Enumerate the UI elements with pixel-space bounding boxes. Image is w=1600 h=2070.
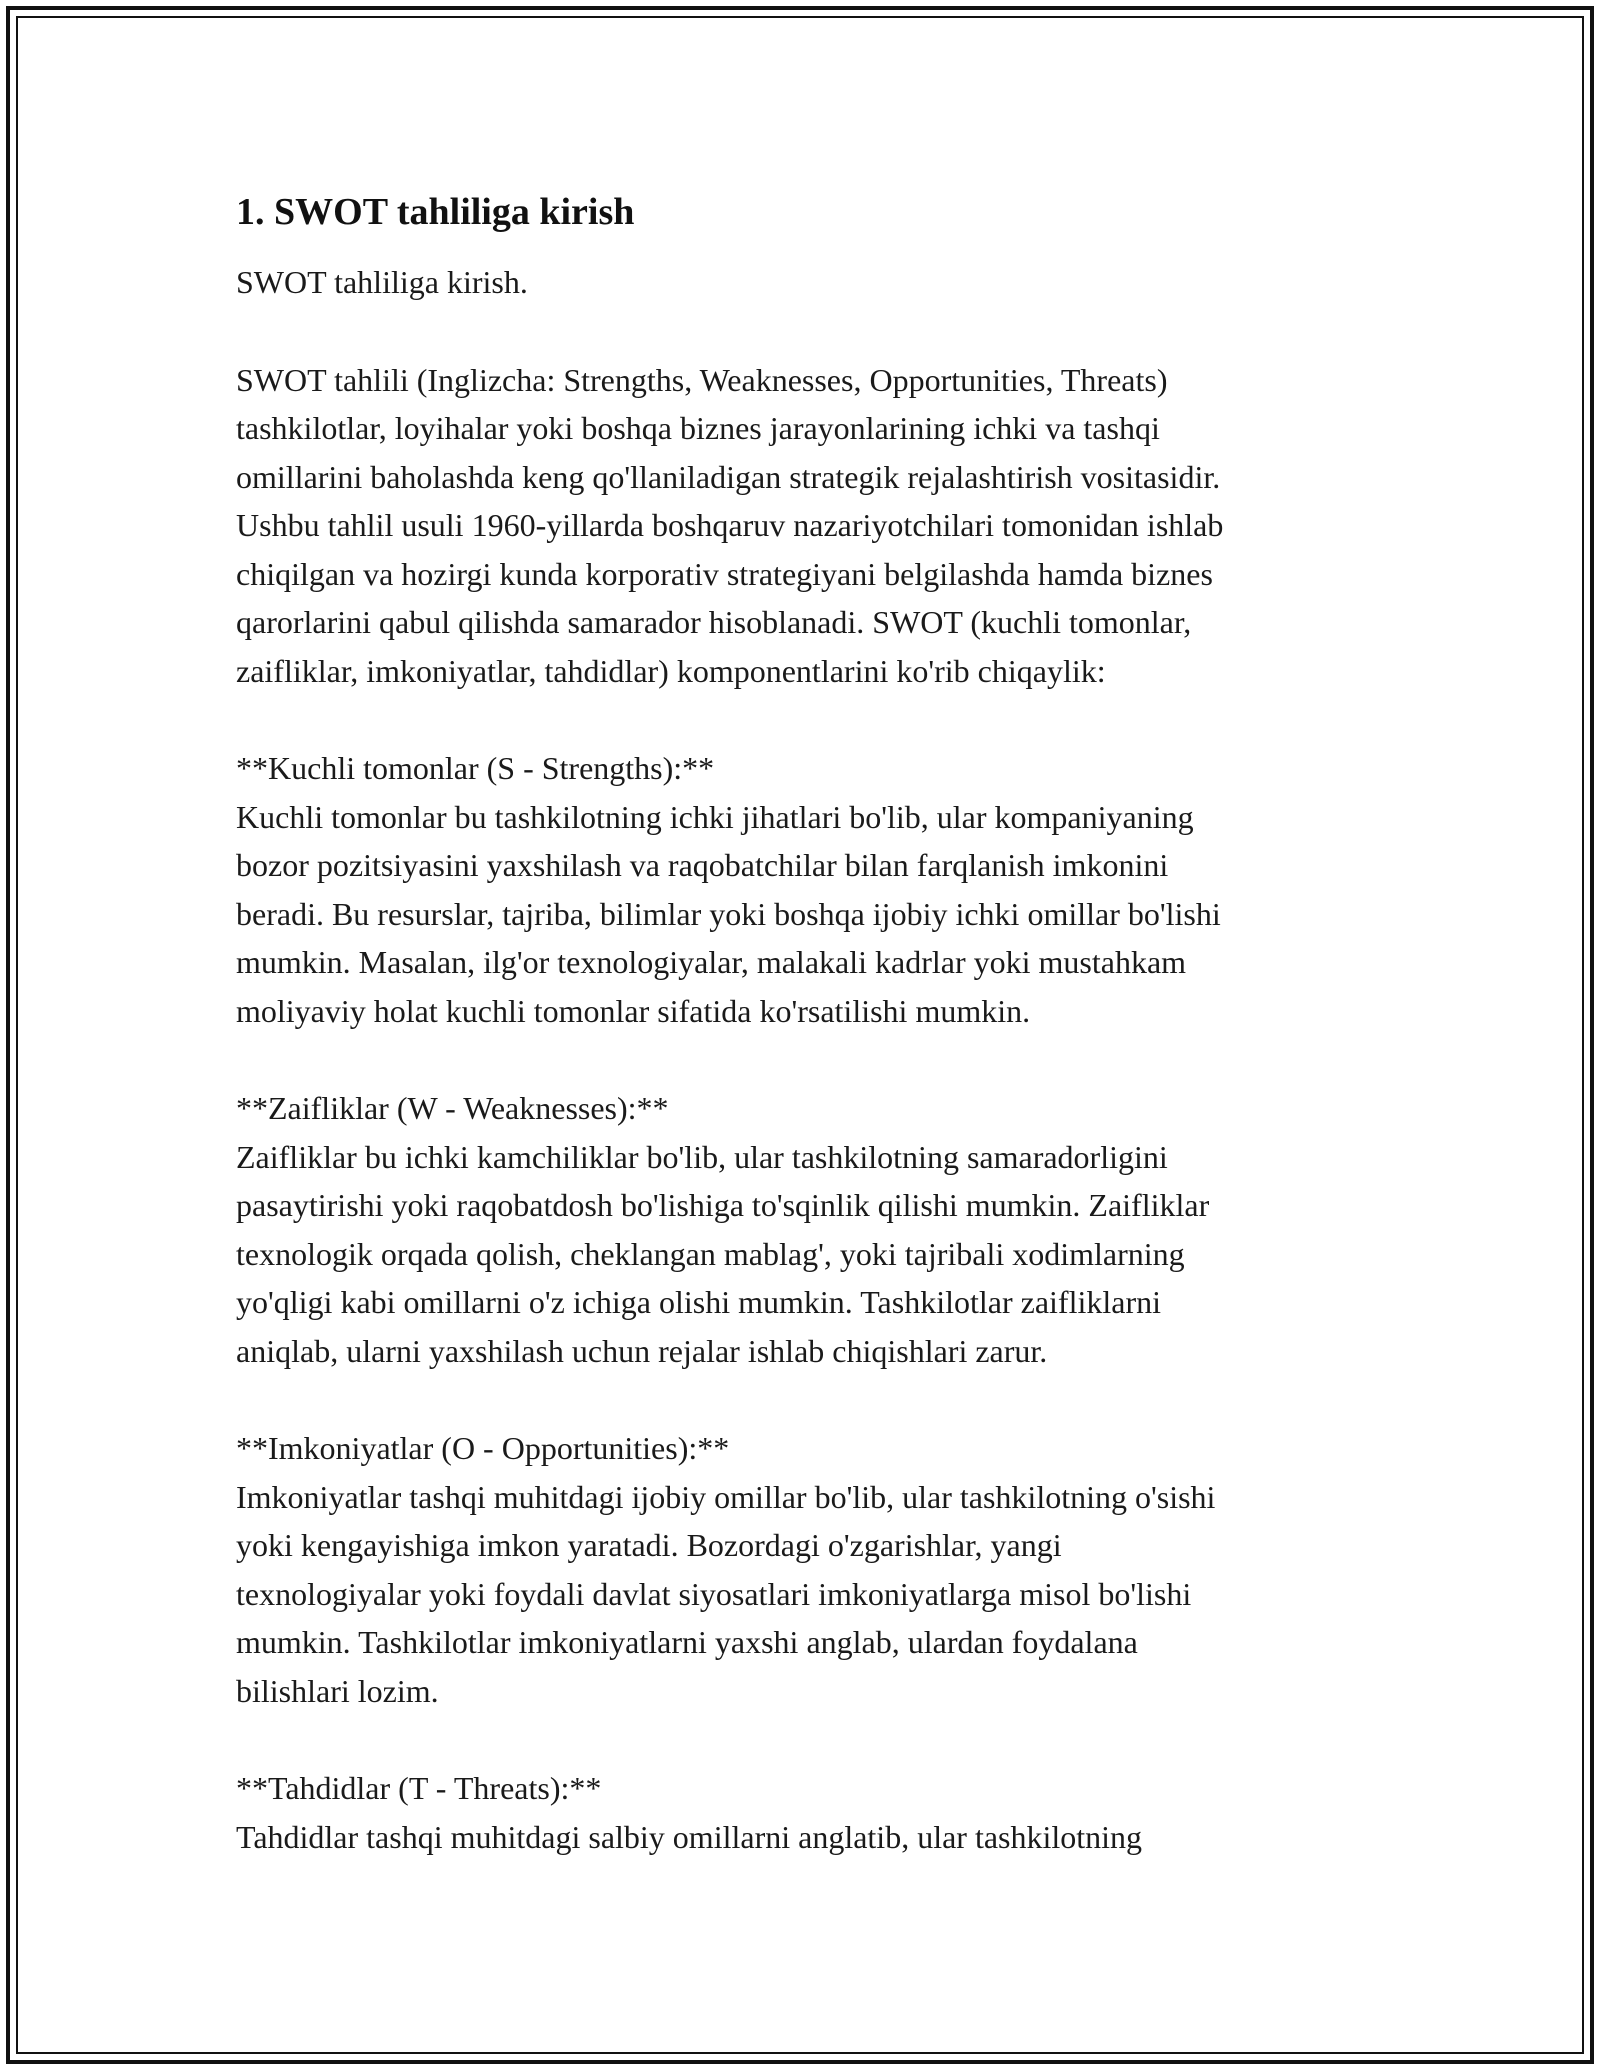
section-body: Kuchli tomonlar bu tashkilotning ichki jihatlari bo'lib, ular kompaniyaning bozor pozitsiyasini yaxshilash va raqobatchilar bilan farqlanish imkonini beradi. Bu resurslar, tajriba, bilimlar yoki boshqa ijobiy ichki omillar bo'lishi mumkin. Masalan, ilg'or texnologiyalar, malakali kadrlar yoki mustahkam moliyaviy holat kuchli tomonlar sifatida ko'rsatilishi mumkin. [236,798,1221,1029]
page-title: 1. SWOT tahliliga kirish [236,191,635,233]
section-threats [236,1764,1376,1861]
document-body [236,186,1376,1910]
section-opportunities [236,1424,1376,1715]
section-title: **Imkoniyatlar (O - Opportunities):** [236,1430,730,1466]
section-title: **Kuchli tomonlar (S - Strengths):** [236,750,715,786]
section-title: **Tahdidlar (T - Threats):** [236,1770,602,1806]
section-body: Imkoniyatlar tashqi muhitdagi ijobiy omillar bo'lib, ular tashkilotning o'sishi yoki kengayishiga imkon yaratadi. Bozordagi o'zgarishlar, yangi texnologiyalar yoki foydali davlat siyosatlari imkoniyatlarga misol bo'lishi mumkin. Tashkilotlar imkoniyatlarni yaxshi anglab, ulardan foydalana bilishlari lozim. [236,1478,1216,1709]
section-body: Zaifliklar bu ichki kamchiliklar bo'lib, ular tashkilotning samaradorligini pasaytirishi yoki raqobatdosh bo'lishiga to'sqinlik qilishi mumkin. Zaifliklar texnologik orqada qolish, cheklangan mablag', yoki tajribali xodimlarning yo'qligi kabi omillarni o'z ichiga olishi mumkin. Tashkilotlar zaifliklarni aniqlab, ularni yaxshilash uchun rejalar ishlab chiqishlari zarur. [236,1138,1210,1369]
section-strengths [236,744,1376,1035]
section-body: Tahdidlar tashqi muhitdagi salbiy omillarni anglatib, ular tashkilotning [236,1818,1143,1855]
intro-long-paragraph: SWOT tahlili (Inglizcha: Strengths, Weaknesses, Opportunities, Threats) tashkilotlar, loyihalar yoki boshqa biznes jarayonlarining ichki va tashqi omillarini baholashda keng qo'llaniladigan strategik rejalashtirish vositasidir. Ushbu tahlil usuli 1960-yillarda boshqaruv nazariyotchilari tomonidan ishlab chiqilgan va hozirgi kunda korporativ strategiyani belgilashda hamda biznes qarorlarini qabul qilishda samarador hisoblanadi. SWOT (kuchli tomonlar, zaifliklar, imkoniyatlar, tahdidlar) komponentlarini ko'rib chiqaylik: [236,361,1224,689]
intro-short-paragraph: SWOT tahliliga kirish. [236,264,528,300]
section-title: **Zaifliklar (W - Weaknesses):** [236,1090,669,1126]
section-weaknesses [236,1084,1376,1375]
